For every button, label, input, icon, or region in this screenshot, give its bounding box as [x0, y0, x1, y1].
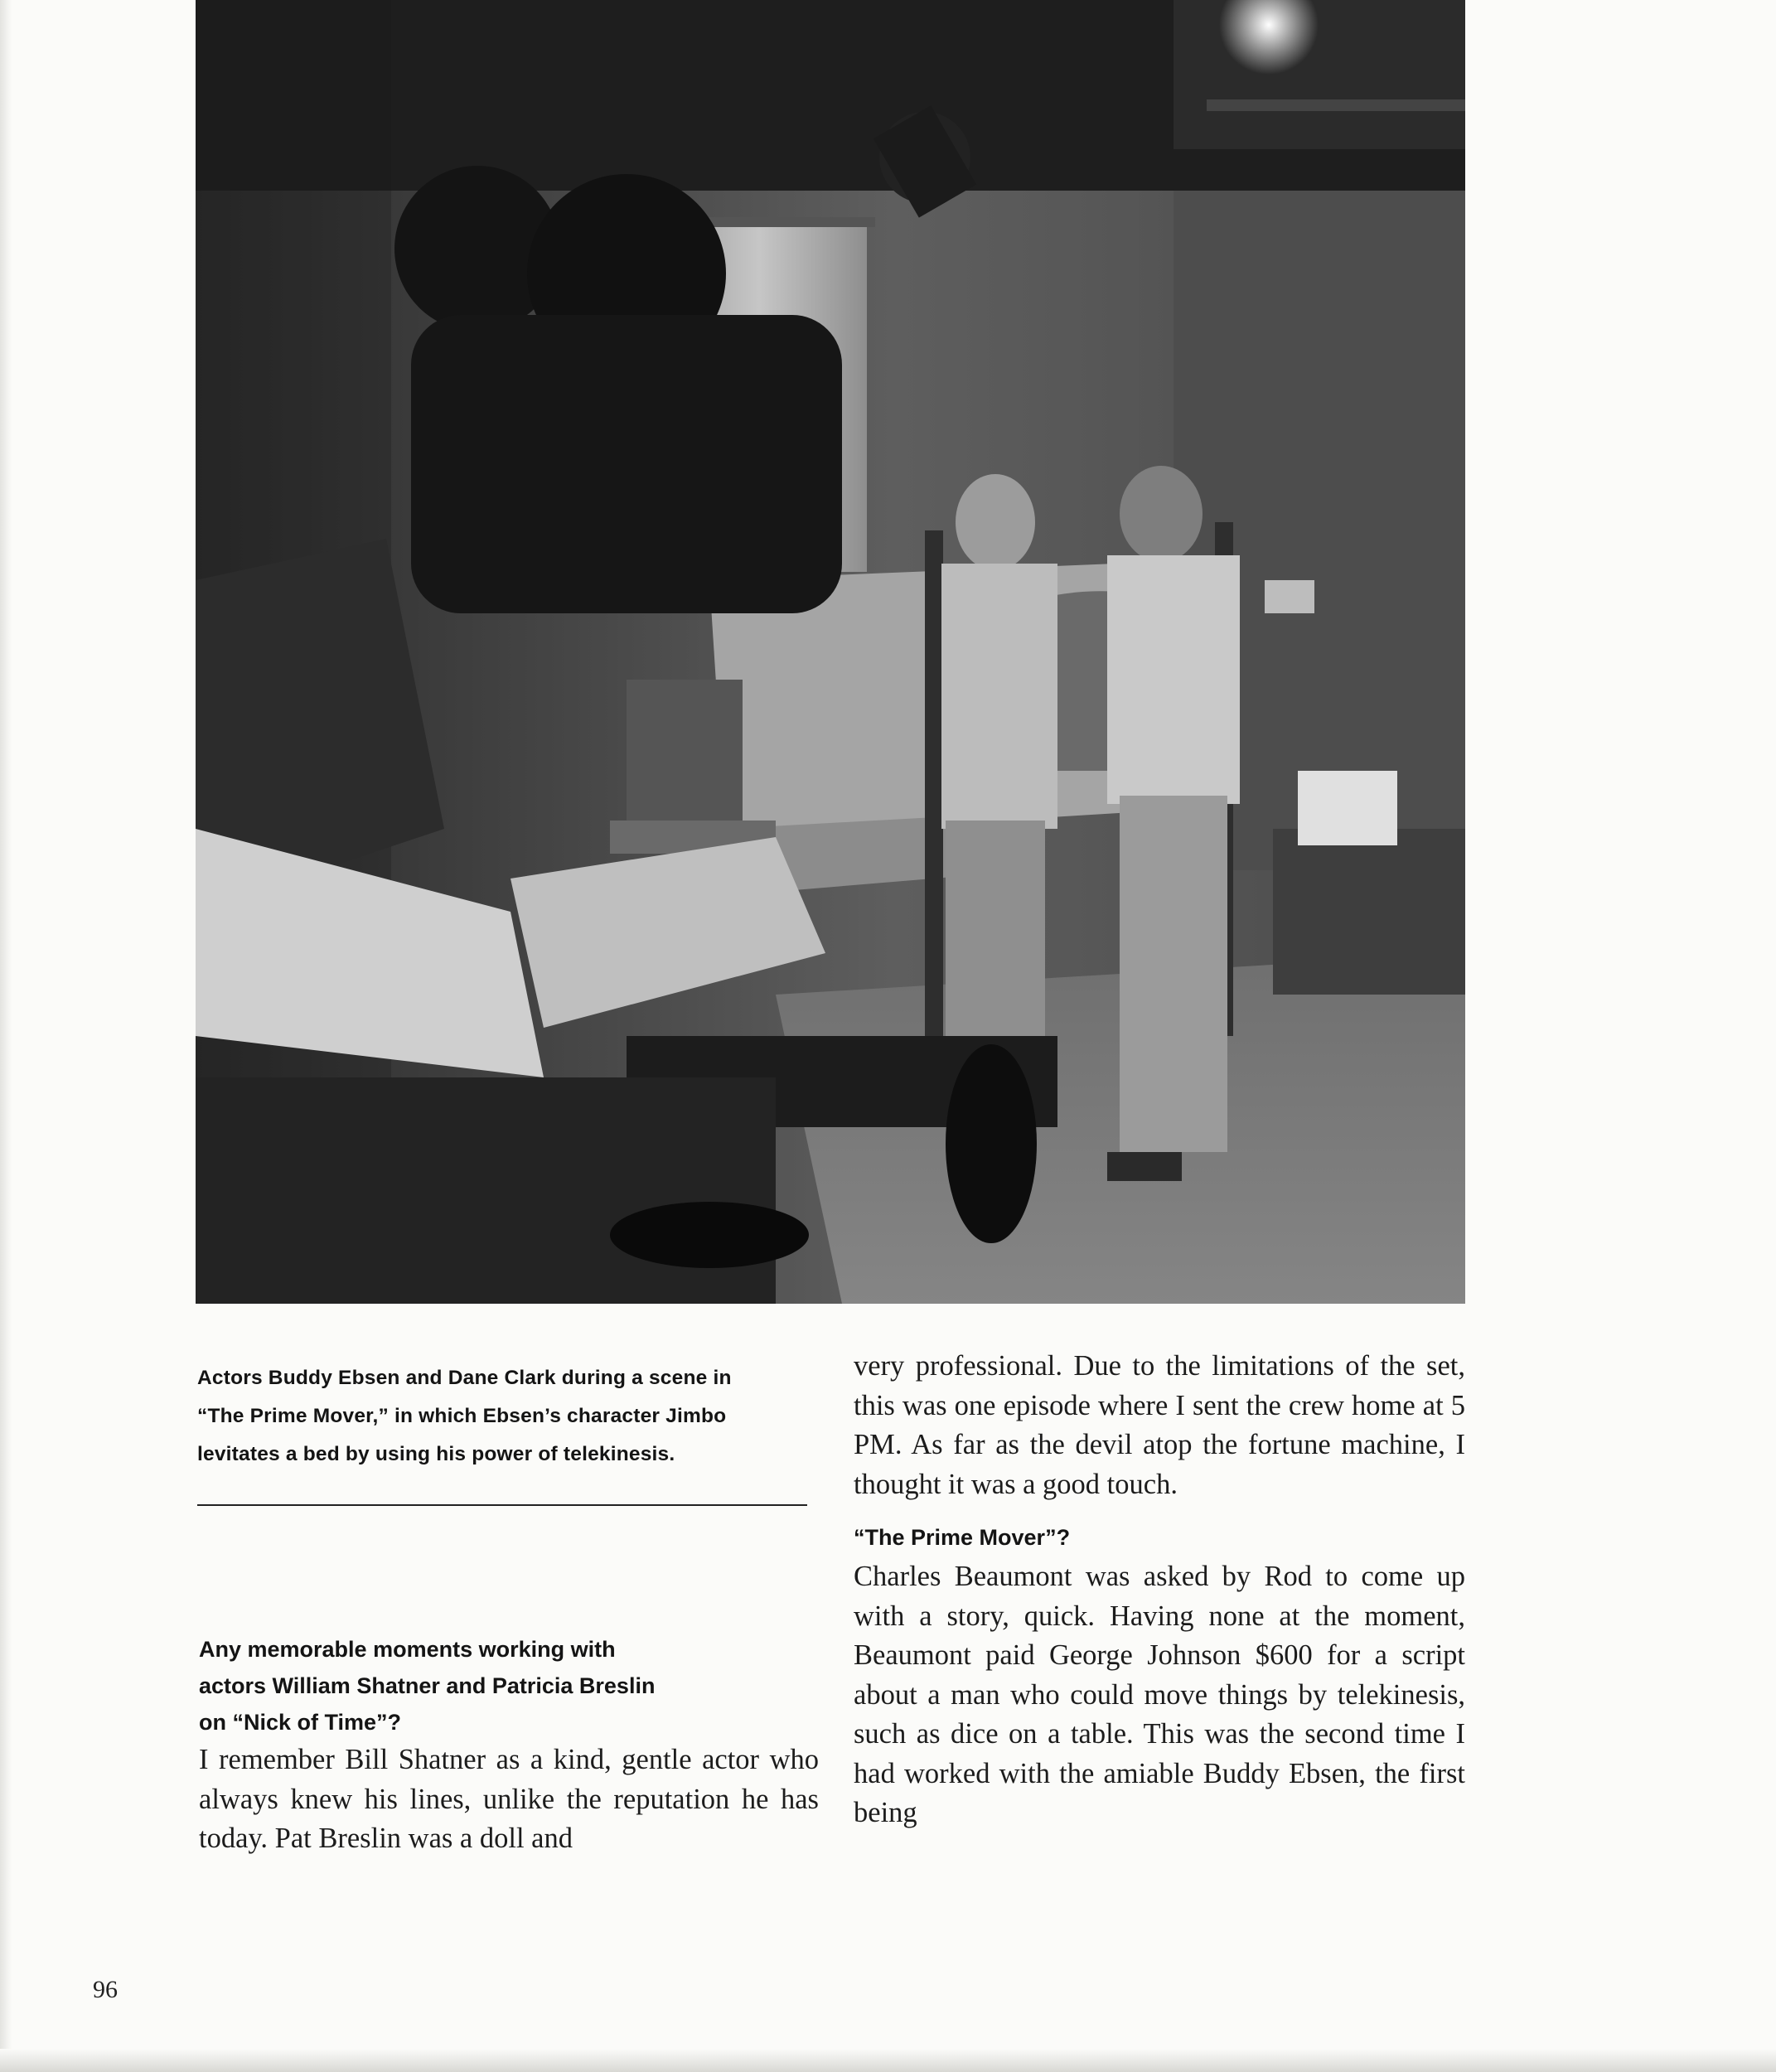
answer-paragraph: very professional. Due to the limitations of the set, this was one episode where I sent the crew home at 5 PM. As far as the devil atop the fortune machine, I thought it was a good touch.	[854, 1350, 1465, 1500]
right-column	[854, 1347, 1465, 1833]
question-heading: “The Prime Mover”?	[854, 1525, 1071, 1550]
question-heading	[199, 1631, 819, 1740]
bleed-through-text	[196, 1314, 1465, 1339]
heading-line: Any memorable moments working with	[199, 1637, 616, 1662]
heading-line: on “Nick of Time”?	[199, 1710, 402, 1735]
answer-paragraph: Charles Beaumont was asked by Rod to come up with a story, quick. Having none at the moment, Beaumont paid George Johnson $600 for a script about a man who could move things by telekinesis, such as dice on a table. This was the second time I had worked with the amiable Buddy Ebsen, the first being	[854, 1561, 1465, 1828]
scan-edge	[0, 0, 12, 2072]
page-number: 96	[93, 1976, 118, 2003]
caption-line: levitates a bed by using his power of telekinesis.	[197, 1443, 675, 1465]
caption-divider	[197, 1504, 807, 1506]
photo-caption	[197, 1359, 811, 1474]
caption-line: “The Prime Mover,” in which Ebsen’s character Jimbo	[197, 1405, 727, 1427]
scan-edge	[0, 2049, 1776, 2072]
photo-film-set	[196, 0, 1465, 1304]
heading-line: actors William Shatner and Patricia Breslin	[199, 1673, 656, 1698]
answer-paragraph: I remember Bill Shatner as a kind, gentle actor who always knew his lines, unlike the reputation he has today. Pat Breslin was a doll and	[199, 1744, 819, 1854]
left-column	[199, 1631, 819, 1859]
caption-line: Actors Buddy Ebsen and Dane Clark during a scene in	[197, 1367, 732, 1389]
